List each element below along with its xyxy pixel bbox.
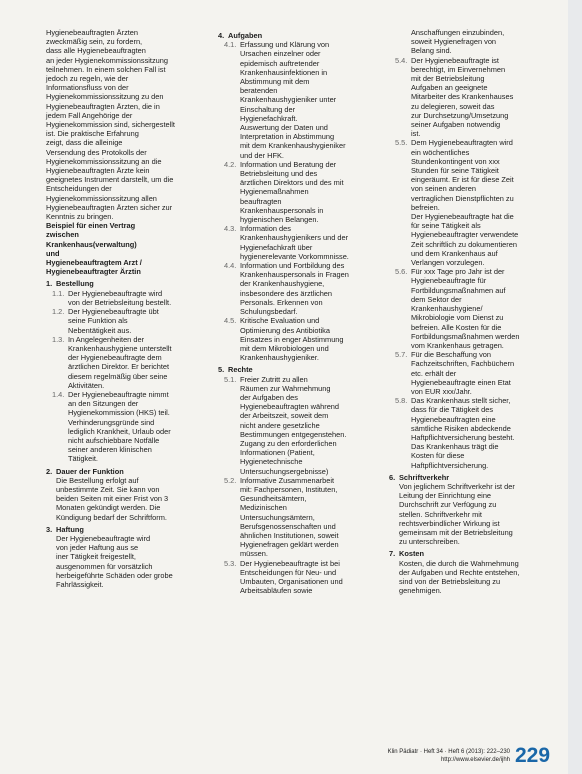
body-line: sind von der Betriebsleitung zu xyxy=(399,576,501,586)
text-line: Hygienebeauftragten Ärzte kein xyxy=(46,166,150,176)
text-line: Entscheidungen der xyxy=(46,184,112,194)
section-body xyxy=(46,476,204,522)
item-line: und der HFK. xyxy=(240,150,284,160)
item-number: 5.2. xyxy=(224,475,237,485)
section-body xyxy=(389,559,559,596)
item-line: der Arbeitszeit, soweit dem xyxy=(240,411,329,421)
list-item xyxy=(389,396,559,470)
section-title: Aufgaben xyxy=(228,31,263,40)
column-middle xyxy=(218,28,380,595)
item-line: Das Krankenhaus stellt sicher, xyxy=(411,396,511,406)
item-line: zur Durchsetzung/Umsetzung xyxy=(411,110,509,120)
item-text xyxy=(68,289,204,307)
item-line: nicht aufschiebbare Notfälle xyxy=(68,435,160,445)
item-line: dass für die Tätigkeit des xyxy=(411,405,494,415)
body-line: unbestimmte Zeit. Sie kann von xyxy=(56,484,160,494)
item-line: Hygienebeauftragter verwendete xyxy=(411,230,519,240)
section-title: Rechte xyxy=(228,365,253,375)
item-line: Information und Beratung der xyxy=(240,159,337,169)
item-text xyxy=(240,316,380,362)
item-line: Das Krankenhaus trägt die xyxy=(411,442,499,452)
item-line: Stunden für seine Tätigkeit xyxy=(411,166,499,176)
item-text xyxy=(240,40,380,160)
item-line: Haftpflichtversicherung besteht. xyxy=(411,432,515,442)
item-line: seiner anderen klinischen xyxy=(68,445,152,455)
item-line: ähnlichen Institutionen, soweit xyxy=(240,530,339,540)
item-line: Hygienebeauftragten während xyxy=(240,402,340,412)
text-line: Hygienekommissionssitzung zu den xyxy=(46,92,164,102)
section-number: 7. xyxy=(389,549,396,559)
item-line: Betriebsleitung und des xyxy=(240,169,318,179)
item-text xyxy=(411,56,559,139)
item-number: 4.4. xyxy=(224,261,237,271)
item-text xyxy=(68,307,204,335)
item-line: Ursachen einzelner oder xyxy=(240,49,321,59)
item-line: ärztlichen Direktors und des mit xyxy=(240,178,344,188)
contract-title-line: Hygienebeauftragter Ärztin xyxy=(46,267,141,277)
section-body xyxy=(46,534,204,589)
item-text xyxy=(68,390,204,464)
item-line: von der Betriebsleitung bestellt. xyxy=(68,297,172,307)
list-item xyxy=(218,559,380,596)
item-text xyxy=(411,396,559,470)
item-line: müssen. xyxy=(240,549,268,559)
item-line: ein wöchentliches xyxy=(411,147,470,157)
item-text xyxy=(240,160,380,224)
body-line: rechtsverbindlicher Wirkung ist xyxy=(399,518,500,528)
item-line: etc. erhält der xyxy=(411,368,457,378)
text-line: Versendung des Protokolls der xyxy=(46,147,147,157)
item-line: befreien. xyxy=(411,202,440,212)
item-line: lediglich Krankheit, Urlaub oder xyxy=(68,426,171,436)
item-line: beratenden xyxy=(240,86,278,96)
list-item xyxy=(218,476,380,559)
item-line: Umbauten, Organisationen und xyxy=(240,576,343,586)
text-line: an jeder Hygienekommissionssitzung xyxy=(46,55,169,65)
contract-title-line: Krankenhaus(verwaltung) xyxy=(46,239,137,249)
item-line: Kritische Evaluation und xyxy=(240,316,320,326)
item-number: 5.1. xyxy=(224,374,237,384)
item-line: Dem Hygienebeauftragten wird xyxy=(411,138,513,148)
item-line: beauftragten xyxy=(240,196,282,206)
section-title: Schriftverkehr xyxy=(399,472,450,482)
item-line: Hygienetechnische xyxy=(240,457,303,467)
item-line: und dem Krankenhaus auf xyxy=(411,248,498,258)
item-line: Hygienefachkraft über xyxy=(240,242,313,252)
section-number: 3. xyxy=(46,524,53,534)
list-item xyxy=(218,261,380,316)
section-heading xyxy=(218,365,380,374)
item-line: Berufsgenossenschaften und xyxy=(240,521,336,531)
item-line: hygienerelevante Vorkommnisse. xyxy=(240,251,349,261)
item-number: 5.6. xyxy=(395,267,408,277)
item-line: an den Sitzungen der xyxy=(68,399,139,409)
text-line: ist. Die praktische Erfahrung xyxy=(46,129,139,139)
item-line: Einschaltung der xyxy=(240,104,296,114)
journal-url[interactable]: http://www.elsevier.de/ijhh xyxy=(440,756,510,763)
item-number: 4.3. xyxy=(224,224,237,234)
item-line: Kosten für diese xyxy=(411,451,465,461)
text-line: Informationsfluss von der xyxy=(46,83,129,93)
page-number: 229 xyxy=(515,744,551,767)
item-line: mit der Betriebsleitung xyxy=(411,74,485,84)
item-line: hygienischen Belangen. xyxy=(240,215,319,225)
section-number: 2. xyxy=(46,466,53,476)
item-line: Krankenhausinfektionen in xyxy=(240,67,328,77)
item-line: seiner Aufgaben notwendig xyxy=(411,120,501,130)
list-item xyxy=(389,350,559,396)
item-line: dem Sektor der xyxy=(411,294,462,304)
item-line: Einsatzes in enger Abstimmung xyxy=(240,334,344,344)
text-line: teilnehmen. In einem solchen Fall ist xyxy=(46,64,166,74)
text-line: Hygienekommissionssitzung allen xyxy=(46,193,157,203)
body-line: iner Tätigkeit freigestellt, xyxy=(56,552,136,562)
item-line: der Aufgaben des xyxy=(240,392,298,402)
item-line: Verhinderungsgründe sind xyxy=(68,417,155,427)
item-line: Krankenhaushygieniker. xyxy=(240,353,319,363)
item-line: Mikrobiologie vom Dienst zu xyxy=(411,313,504,323)
item-line: In Angelegenheiten der xyxy=(68,334,145,344)
journal-citation: Klin Pädiatr · Heft 34 · Heft 6 (2013): 222–230 xyxy=(387,749,510,755)
contract-title-line: Hygienebeauftragtem Arzt / xyxy=(46,258,142,268)
item-line: Fortbildungsmaßnahmen auf xyxy=(411,285,506,295)
item-line: Der Hygienebeauftragte nimmt xyxy=(68,389,169,399)
item-line: Nebentätigkeit aus. xyxy=(68,325,132,335)
item-number: 1.3. xyxy=(52,334,65,344)
list-item xyxy=(218,224,380,261)
item-line: epidemisch auftretender xyxy=(240,58,320,68)
body-line: Leitung der Einrichtung eine xyxy=(399,491,492,501)
item-line: Für die Beschaffung von xyxy=(411,350,491,360)
item-line: befreien. Alle Kosten für die xyxy=(411,322,502,332)
item-line: Aktivitäten. xyxy=(68,380,105,390)
body-line: ausgenommen für vorsätzlich xyxy=(56,561,153,571)
item-line: Hygienebeauftragten eine xyxy=(411,414,496,424)
section-heading xyxy=(389,473,559,482)
item-line: Krankenhaushygieniker unter xyxy=(240,95,337,105)
column-left xyxy=(46,28,204,589)
item-line: Für xxx Tage pro Jahr ist der xyxy=(411,267,505,277)
item-line: Informationen (Patient, xyxy=(240,448,315,458)
item-text xyxy=(240,476,380,559)
item-line: Entscheidungen für Neu- und xyxy=(240,567,337,577)
item-line: eingeräumt. Er ist für diese Zeit xyxy=(411,175,514,185)
item-line: Hygienekommission (HKS) teil. xyxy=(68,408,170,418)
item-line: Schulungsbedarf. xyxy=(240,307,298,317)
item-line: Verlangen vorzulegen. xyxy=(411,258,485,268)
list-item xyxy=(46,307,204,335)
section-number: 6. xyxy=(389,472,396,482)
list-item xyxy=(218,40,380,160)
text-line: jedem Fall Angehörige der xyxy=(46,110,133,120)
item-number: 4.1. xyxy=(224,40,237,50)
item-line: Krankenhauspersonals in Fragen xyxy=(240,270,349,280)
item-line: Der Hygienebeauftragte hat die xyxy=(411,212,514,222)
item-text xyxy=(411,350,559,396)
text-line: geeignetes Instrument darstellt, um die xyxy=(46,175,174,185)
item-line: Bestimmungen entgegenstehen. xyxy=(240,429,347,439)
body-line: stellen. Schriftverkehr mit xyxy=(399,509,482,519)
text-line: Hygienebeauftragten Ärzten, die in xyxy=(46,101,160,111)
list-item xyxy=(389,56,559,139)
item-line: Arbeitsabläufen sowie xyxy=(240,586,313,596)
item-number: 5.4. xyxy=(395,55,408,65)
item-line: insbesondere des ärztlichen xyxy=(240,288,333,298)
item-line: Hygienefachkraft. xyxy=(240,113,298,123)
contract-title-line: und xyxy=(46,248,60,258)
list-item xyxy=(46,335,204,390)
item-number: 1.1. xyxy=(52,288,65,298)
item-line: Fortbildungsmaßnahmen werden xyxy=(411,331,520,341)
item-line: Krankenhauspersonals in xyxy=(240,205,324,215)
item-line: Der Hygienebeauftragte ist bei xyxy=(240,558,340,568)
item-line: Gesundheitsämtern, xyxy=(240,494,307,504)
item-text xyxy=(240,261,380,316)
item-line: Aufgaben an geeignete xyxy=(411,83,488,93)
body-line: Der Hygienebeauftragte wird xyxy=(56,533,151,543)
body-line: Kosten, die durch die Wahrnehmung xyxy=(399,558,519,568)
item-line: nicht andere gesetzliche xyxy=(240,420,320,430)
body-line: herbeigeführte Schäden oder grobe xyxy=(56,570,173,580)
item-line: Zeit schriftlich zu dokumentieren xyxy=(411,239,517,249)
item-line: Erfassung und Klärung von xyxy=(240,40,330,50)
contract-title-line: Beispiel für einen Vertrag xyxy=(46,221,136,231)
item-line: Zugang zu den erforderlichen xyxy=(240,438,337,448)
item-line: diesem regelmäßig über seine xyxy=(68,371,168,381)
text-line: soweit Hygienefragen von xyxy=(411,37,497,47)
item-text xyxy=(68,335,204,390)
item-line: mit dem Mikrobiologen und xyxy=(240,343,329,353)
text-line: Belang sind. xyxy=(411,46,452,56)
text-line: zeigt, dass die alleinige xyxy=(46,138,123,148)
item-line: mit dem Krankenhaushygieniker xyxy=(240,141,346,151)
item-line: Hygienefragen geklärt werden xyxy=(240,540,339,550)
text-line: Hygienekommission sind, sichergestellt xyxy=(46,120,175,130)
body-line: genehmigen. xyxy=(399,586,442,596)
item-number: 4.5. xyxy=(224,316,237,326)
item-line: Haftpflichtversicherung. xyxy=(411,460,489,470)
item-line: für seine Tätigkeit als xyxy=(411,221,481,231)
item-line: Hygienebeauftragte für xyxy=(411,276,487,286)
item-line: Der Hygienebeauftragte ist xyxy=(411,55,499,65)
column-right xyxy=(389,28,559,595)
body-line: Durchschrift zur Verfügung zu xyxy=(399,500,497,510)
section-number: 5. xyxy=(218,365,225,375)
item-text xyxy=(411,267,559,350)
list-item xyxy=(218,375,380,476)
item-number: 5.7. xyxy=(395,350,408,360)
section-body xyxy=(389,482,559,546)
item-line: Stundenkontingent von xxx xyxy=(411,156,500,166)
section-heading xyxy=(218,31,380,40)
section-heading xyxy=(389,549,559,558)
item-line: vertraglichen Dienstpflichten zu xyxy=(411,193,514,203)
section-title: Kosten xyxy=(399,549,425,559)
item-line: Krankenhaushygiene unterstellt xyxy=(68,343,172,353)
item-line: Information und Fortbildung des xyxy=(240,261,345,271)
item-line: der Hygienebeauftragte dem xyxy=(68,353,162,363)
section-heading xyxy=(46,525,204,534)
text-line: jedoch zu regeln, wie der xyxy=(46,74,129,84)
body-line: von jeder Haftung aus se xyxy=(56,543,139,553)
text-line: zweckmäßig sein, zu fordern, xyxy=(46,37,143,47)
list-item xyxy=(389,138,559,267)
section-title: Haftung xyxy=(56,524,84,534)
item-text xyxy=(240,559,380,596)
item-line: der Krankenhaushygiene, xyxy=(240,279,325,289)
item-text xyxy=(240,375,380,476)
footer-citation xyxy=(330,749,510,764)
item-line: Abstimmung mit dem xyxy=(240,77,310,87)
text-line: dass alle Hygienebeauftragten xyxy=(46,46,146,56)
item-line: vom Krankenhaus getragen. xyxy=(411,340,504,350)
item-number: 5.8. xyxy=(395,396,408,406)
item-line: von EUR xxx/Jahr. xyxy=(411,386,472,396)
body-line: gemeinsam mit der Betriebsleitung xyxy=(399,527,513,537)
item-line: Untersuchungsergebnisse) xyxy=(240,466,329,476)
text-line: Kenntnis zu bringen. xyxy=(46,212,114,222)
item-number: 4.2. xyxy=(224,159,237,169)
text-line: Hygienekommissionssitzung an die xyxy=(46,156,162,166)
list-item xyxy=(46,289,204,307)
text-line: Hygienebeauftragten Ärzten sicher zur xyxy=(46,202,173,212)
item-line: Fachzeitschriften, Fachbüchern xyxy=(411,359,515,369)
item-line: berechtigt, im Einvernehmen xyxy=(411,64,506,74)
body-line: Kündigung bedarf der Schriftform. xyxy=(56,512,167,522)
item-line: sämtliche Risiken abdeckende xyxy=(411,423,511,433)
body-line: Fahrlässigkeit. xyxy=(56,579,104,589)
list-item xyxy=(218,160,380,224)
item-line: Hygienebeauftragte einen Etat xyxy=(411,377,511,387)
item-line: mit: Fachpersonen, Instituten, xyxy=(240,484,338,494)
item-line: Medizinischen xyxy=(240,503,287,513)
page-edge xyxy=(568,0,582,774)
item-line: Information des xyxy=(240,224,291,234)
item-number: 5.5. xyxy=(395,138,408,148)
section-title: Bestellung xyxy=(56,279,94,289)
item-line: Tätigkeit. xyxy=(68,454,98,464)
item-line: von seinen anderen xyxy=(411,184,476,194)
item-line: ärztlichen Direktor. Er berichtet xyxy=(68,362,170,372)
item-line: Der Hygienebeauftragte wird xyxy=(68,288,163,298)
item-line: Optimierung des Antibiotika xyxy=(240,325,330,335)
item-line: seine Funktion als xyxy=(68,316,128,326)
section-number: 4. xyxy=(218,31,225,40)
body-line: zu unterschreiben. xyxy=(399,537,460,547)
item-line: Krankenhaushygiene/ xyxy=(411,304,483,314)
item-line: Der Hygienebeauftragte übt xyxy=(68,307,159,317)
item-line: Krankenhaushygienikers und der xyxy=(240,233,349,243)
list-item xyxy=(218,316,380,362)
item-line: Informative Zusammenarbeit xyxy=(240,475,335,485)
item-line: Räumen zur Wahrnehmung xyxy=(240,383,331,393)
item-number: 1.4. xyxy=(52,389,65,399)
item-number: 1.2. xyxy=(52,307,65,317)
section-heading xyxy=(46,467,204,476)
item-line: Interpretation in Abstimmung xyxy=(240,132,335,142)
section-title: Dauer der Funktion xyxy=(56,466,124,476)
body-line: beiden Seiten mit einer Frist von 3 xyxy=(56,494,169,504)
text-line: Hygienebeauftragten Ärzten xyxy=(46,28,139,37)
list-item xyxy=(389,267,559,350)
body-line: Die Bestellung erfolgt auf xyxy=(56,475,139,485)
item-text xyxy=(240,224,380,261)
item-line: Hygienemaßnahmen xyxy=(240,187,309,197)
section-heading xyxy=(46,279,204,288)
item-line: Personals. Erkennen von xyxy=(240,297,323,307)
section-number: 1. xyxy=(46,279,53,289)
text-line: Anschaffungen einzubinden, xyxy=(411,28,505,37)
body-line: Monaten gekündigt werden. Die xyxy=(56,503,161,513)
item-line: Auswertung der Daten und xyxy=(240,123,328,133)
item-line: Mitarbeiter des Krankenhauses xyxy=(411,92,514,102)
item-line: ist. xyxy=(411,129,421,139)
item-line: zu delegieren, soweit das xyxy=(411,101,495,111)
contract-title-line: zwischen xyxy=(46,230,79,240)
continued-text xyxy=(389,28,559,56)
body-line: der Aufgaben und Rechte entstehen, xyxy=(399,567,520,577)
item-line: Untersuchungsämtern, xyxy=(240,512,315,522)
item-text xyxy=(411,138,559,267)
item-number: 5.3. xyxy=(224,558,237,568)
body-line: Von jeglichem Schriftverkehr ist der xyxy=(399,481,515,491)
list-item xyxy=(46,390,204,464)
item-line: Freier Zutritt zu allen xyxy=(240,374,308,384)
